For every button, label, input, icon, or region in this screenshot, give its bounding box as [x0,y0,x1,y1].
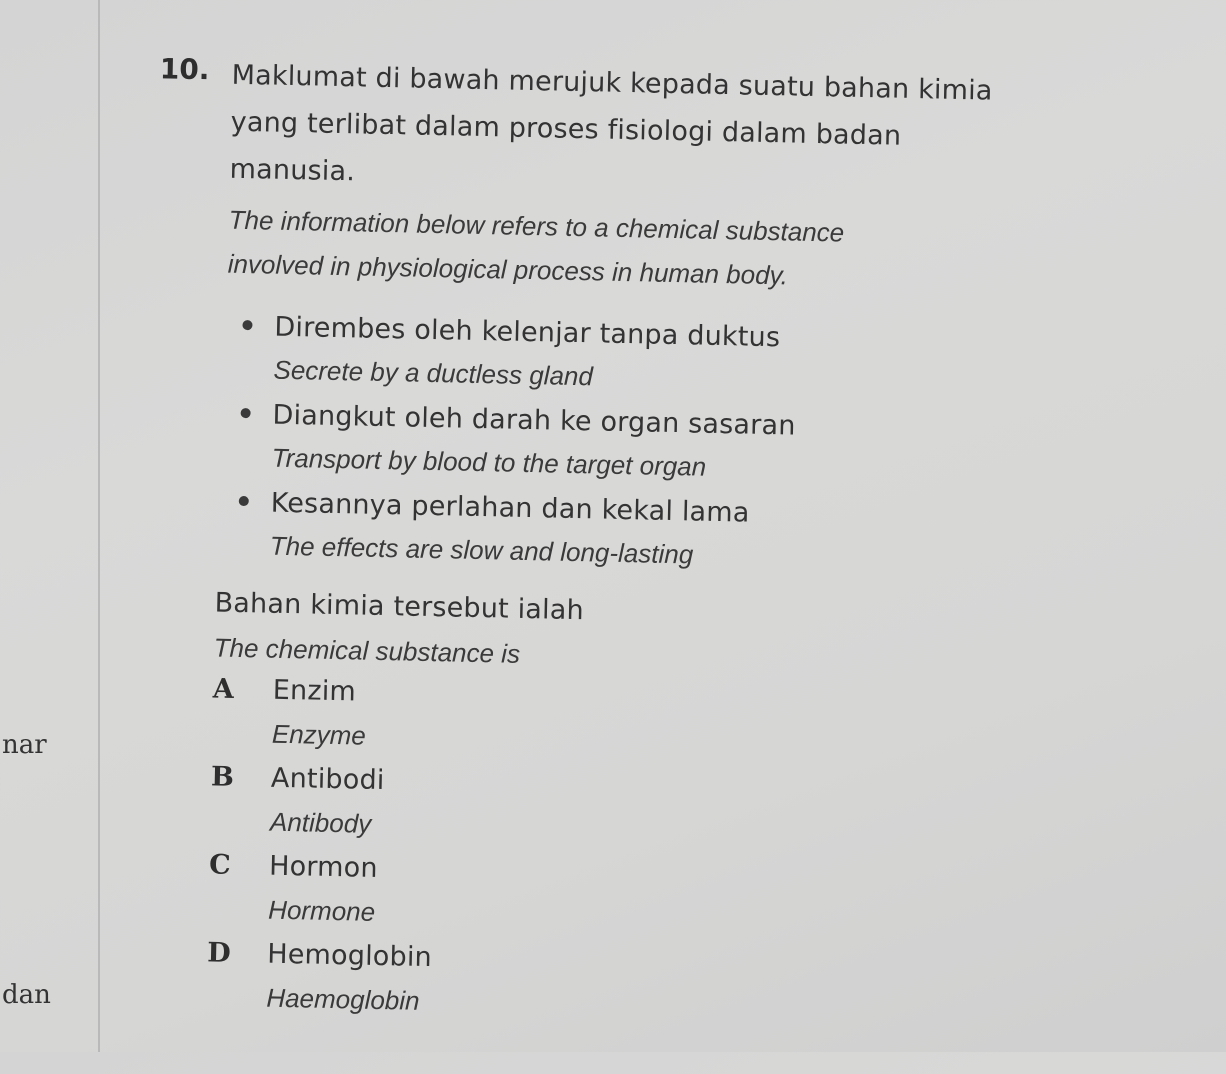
bullet-malay: Kesannya perlahan dan kekal lama [270,487,750,529]
list-item [241,306,1003,406]
prompt-malay: Bahan kimia tersebut ialah [214,587,585,627]
option-letter: C [208,849,231,881]
option-malay: Hemoglobin [266,938,433,974]
list-item [239,394,1001,494]
bullet-icon [239,496,249,506]
answer-option-b[interactable] [210,757,812,858]
option-english: Haemoglobin [266,982,420,1016]
question-stem-english [227,198,1129,305]
margin-fragment-upper: nar [2,730,47,760]
question-stem-malay [229,52,1152,212]
question-prompt [213,581,584,677]
bullet-english: Transport by blood to the target organ [271,442,707,482]
stem-malay-line: Maklumat di bawah merujuk kepada suatu bahan kimia [231,59,993,107]
answer-option-a[interactable] [211,669,813,770]
option-letter: D [206,937,232,969]
option-english: Hormone [267,894,376,927]
option-english: Enzyme [271,718,367,751]
option-malay: Antibodi [270,762,385,797]
bullet-malay: Dirembes oleh kelenjar tanpa duktus [274,311,781,354]
stem-english-line: involved in physiological process in human body. [227,248,789,291]
bullet-icon [242,320,252,330]
stem-malay-line: yang terlibat dalam proses fisiologi dalam badan [230,106,902,152]
list-item [237,482,999,582]
answer-options [206,669,813,1033]
option-letter: B [210,761,235,793]
characteristics-list [237,306,1002,586]
answer-option-c[interactable] [208,845,810,946]
bullet-english: The effects are slow and long-lasting [269,530,694,570]
option-malay: Enzim [272,674,357,708]
bullet-english: Secrete by a ductless gland [273,354,594,392]
bullet-icon [241,408,251,418]
prompt-english: The chemical substance is [213,632,521,669]
bullet-malay: Diangkut oleh darah ke organ sasaran [272,399,796,442]
option-malay: Hormon [268,850,379,884]
option-letter: A [212,673,235,705]
answer-option-d[interactable] [206,933,808,1034]
stem-english-line: The information below refers to a chemical substance [228,204,845,248]
question-number: 10. [159,52,210,87]
option-english: Antibody [269,806,372,839]
margin-fragment-lower: dan [2,980,51,1010]
stem-malay-line: manusia. [229,153,356,188]
